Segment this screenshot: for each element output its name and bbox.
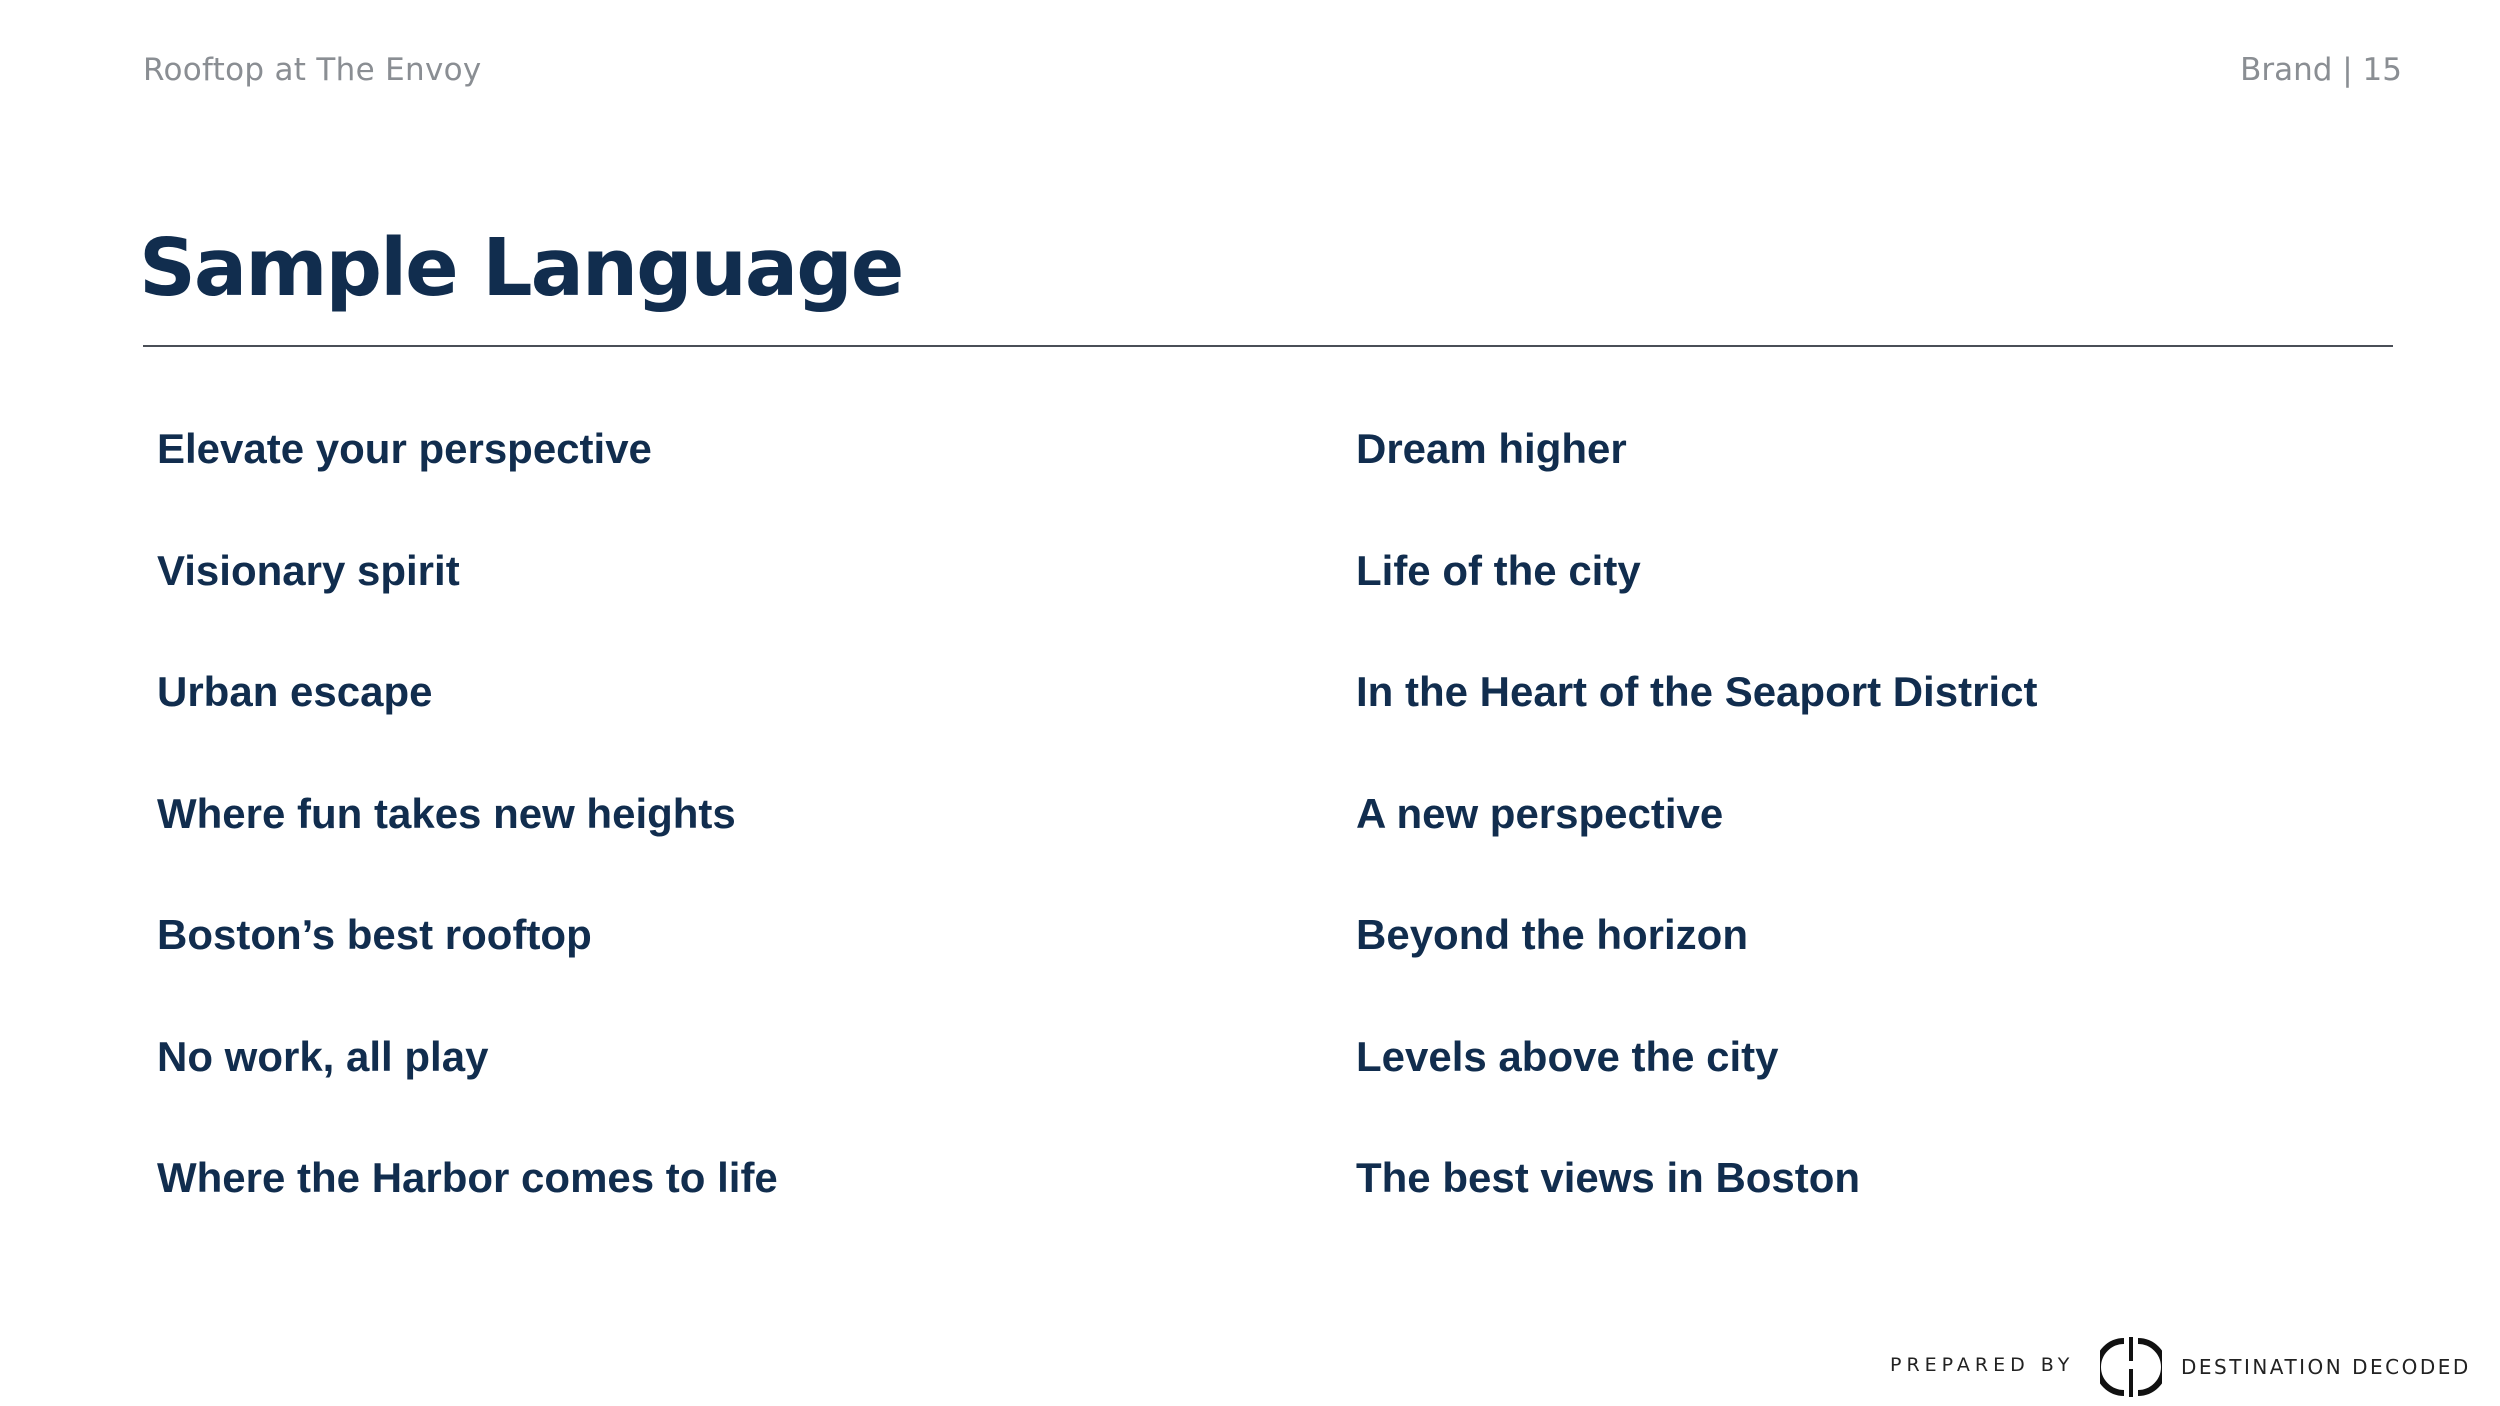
brand-name: DESTINATION DECODED — [2181, 1355, 2471, 1379]
page-title: Sample Language — [139, 222, 903, 314]
phrase-item: Dream higher — [1356, 425, 1627, 472]
phrase-item: Boston’s best rooftop — [157, 911, 592, 958]
phrase-column-left — [157, 402, 778, 1253]
phrase-column-right — [1356, 402, 2037, 1253]
prepared-by-label: PREPARED BY — [1890, 1354, 2075, 1376]
phrase-item: Where fun takes new heights — [157, 789, 736, 837]
destination-decoded-logo-icon — [2100, 1335, 2162, 1399]
phrase-item: The best views in Boston — [1356, 1154, 1861, 1201]
prepared-by-footer — [1890, 1330, 2471, 1400]
deck-title: Rooftop at The Envoy — [143, 52, 482, 88]
phrase-item: Where the Harbor comes to life — [157, 1154, 778, 1201]
phrase-item: No work, all play — [157, 1032, 489, 1080]
phrase-item: A new perspective — [1356, 789, 1724, 837]
title-divider — [143, 345, 2393, 347]
phrase-item: Visionary spirit — [157, 546, 460, 594]
phrase-item: Elevate your perspective — [157, 425, 652, 472]
phrase-item: Life of the city — [1356, 546, 1641, 594]
phrase-item: Urban escape — [157, 668, 433, 715]
phrase-item: Beyond the horizon — [1356, 911, 1748, 958]
section-page-number: Brand | 15 — [2240, 52, 2402, 88]
phrase-item: Levels above the city — [1356, 1032, 1779, 1080]
phrase-item: In the Heart of the Seaport District — [1356, 668, 2038, 715]
